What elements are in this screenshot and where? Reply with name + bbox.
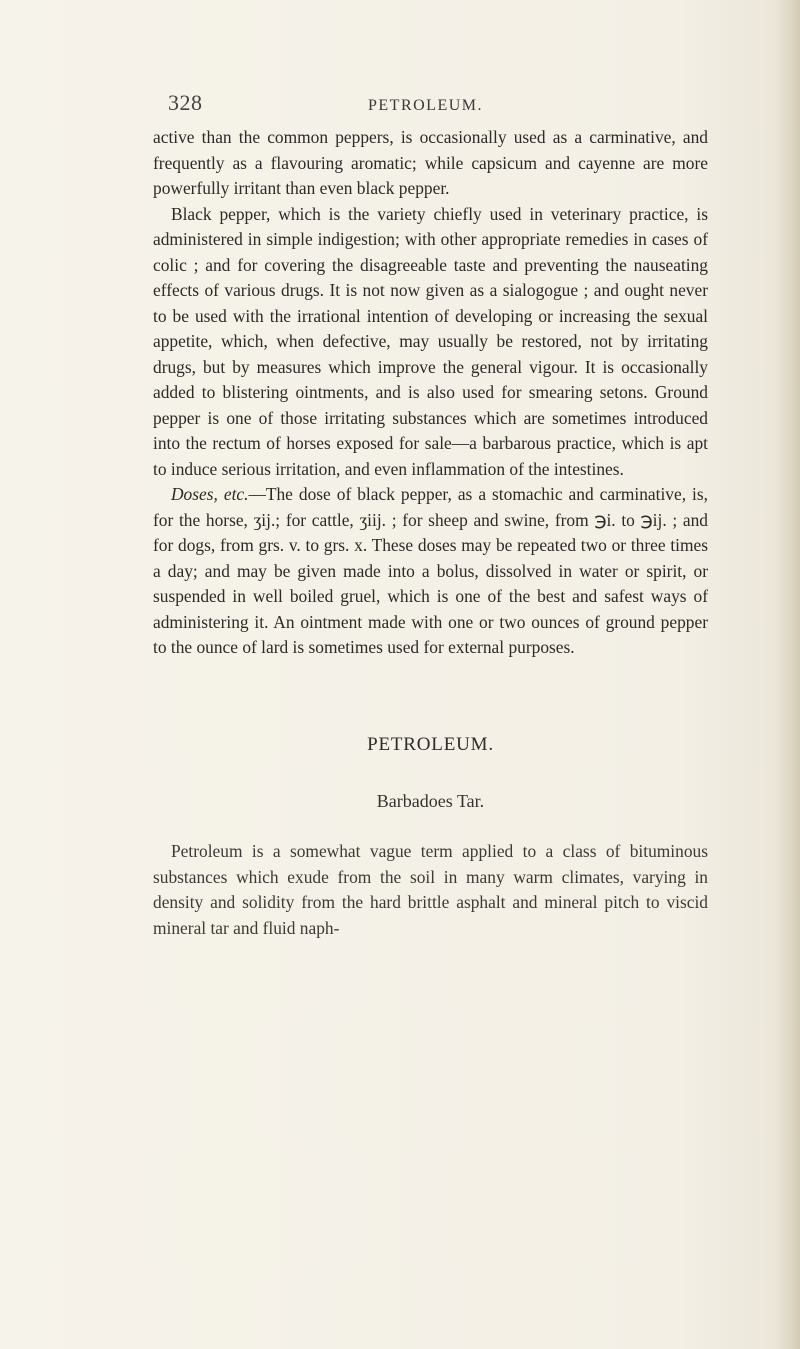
paragraph-doses [153, 482, 708, 661]
page-edge-shadow [778, 0, 800, 1349]
section-subtitle: Barbadoes Tar. [376, 791, 485, 811]
section-title: PETROLEUM. [367, 734, 494, 755]
paragraph-continued: active than the common peppers, is occasionally used as a carminative, and frequently as a flavouring aromatic; while capsicum and cayenne are more powerfully irritant than even black pepper. [153, 127, 708, 198]
paragraph-petroleum: Petroleum is a somewhat vague term applied to a class of bituminous substances which exude from the soil in many warm climates, varying in density and solidity from the hard brittle asphalt and mineral pitch to viscid mineral tar and fluid naph- [153, 841, 708, 938]
doses-label: Doses, etc. [171, 484, 249, 504]
petroleum-text [153, 839, 708, 941]
body-text [153, 125, 708, 661]
page-number: 328 [168, 90, 203, 115]
paragraph-black-pepper: Black pepper, which is the variety chiefly used in veterinary practice, is administered in simple indigestion; with other appropriate remedies in cases of colic ; and for covering the disagreeable taste and preventing the nauseating effects of various drugs. It is not now given as a sialogogue ; and ought never to be used with the irrational intention of developing or increasing the sexual appetite, which, when defective, may usually be restored, not by irritating drugs, but by measures which improve the general vigour. It is occasionally added to blistering ointments, and is also used for smearing setons. Ground pepper is one of those irritating substances which are sometimes introduced into the rectum of horses exposed for sale—a barbarous practice, which is apt to induce serious irritation, and even inflammation of the intestines. [153, 203, 708, 479]
doses-text: —The dose of black pepper, as a stomachic and carminative, is, for the horse, ʒij.; for cattle, ʒiij. ; for sheep and swine, from ℈i. to ℈ij. ; and for dogs, from grs. v. to grs. x. These doses may be repeated two or three times a day; and may be given made into a bolus, dissolved in water or spirit, or suspended in well boiled gruel, which is one of the best and safest ways of administering it. An ointment made with one or two ounces of ground pepper to the ounce of lard is sometimes used for external purposes. [153, 484, 708, 657]
running-head: PETROLEUM. [368, 97, 483, 114]
